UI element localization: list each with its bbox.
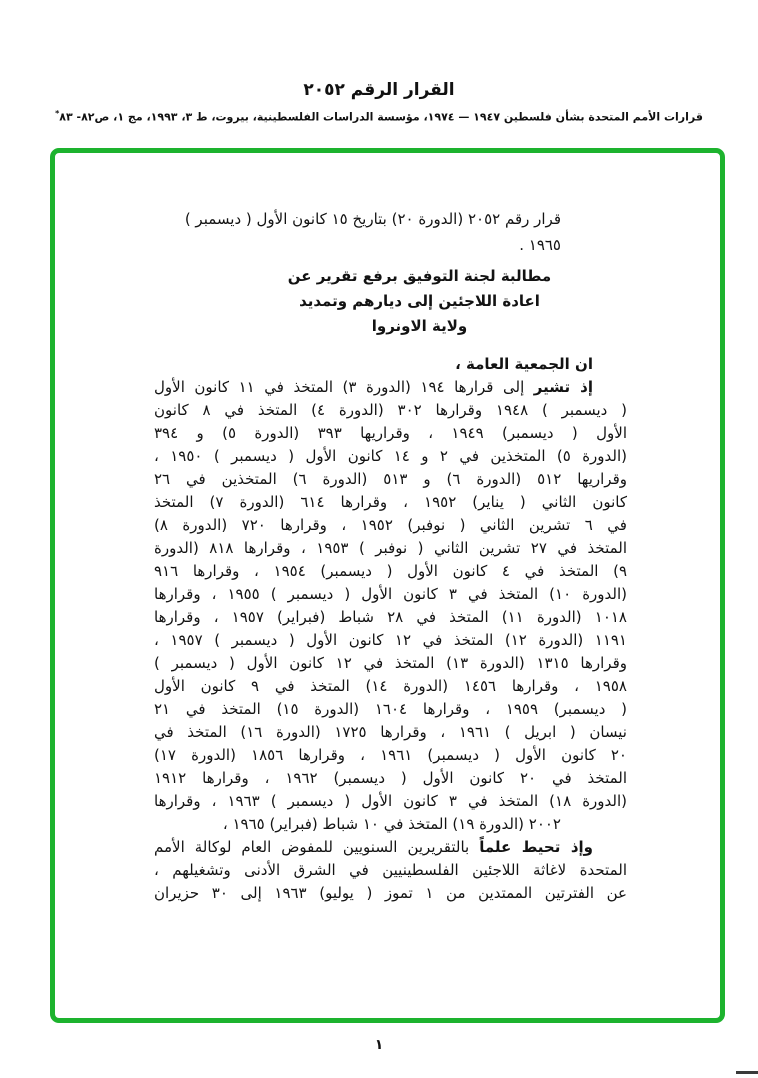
text-line: ( ديسمبر) ١٩٥٩ ، وقرارها ١٦٠٤ (الدورة ١٥) المتخذ في ٢١: [154, 700, 627, 718]
text-line: ( ديسمبر ) ١٩٤٨ وقرارها ٣٠٢ (الدورة ٤) المتخذ في ٨ كانون: [154, 401, 627, 419]
text-line: ٩) المتخذ في ٤ كانون الأول ( ديسمبر) ١٩٥٤ ، وقرارها ٩١٦: [154, 562, 627, 580]
corner-mark: [736, 1071, 758, 1074]
text-line: (الدورة ١٠) المتخذ في ٣ كانون الأول ( ديسمبر ) ١٩٥٥ ، وقرارها: [154, 585, 628, 603]
text-line: إذ تشير إلى قرارها ١٩٤ (الدورة ٣) المتخذ في ١١ كانون الأول: [154, 378, 593, 396]
text-line: وإذ تحيط علماً بالتقريرين السنويين للمفوض العام لوكالة الأمم: [154, 838, 593, 856]
text-line: ١١٩١ (الدورة ١٢) المتخذ في ١٢ كانون الأول ( ديسمبر ) ١٩٥٧ ،: [154, 631, 627, 649]
text-line: ١٠١٨ (الدورة ١١) المتخذ في ٢٨ شباط (فبراير) ١٩٥٧ ، وقرارها: [154, 608, 627, 626]
resolution-body-text: [154, 353, 627, 905]
page-number: ١: [374, 1037, 384, 1053]
text-line: ٢٠ كانون الأول ( ديسمبر) ١٩٦١ ، وقرارها ١٨٥٦ (الدورة ١٧): [154, 746, 627, 764]
text-line: (الدورة ١٨) المتخذ في ٣ كانون الأول ( ديسمبر ) ١٩٦٣ ، وقرارها: [154, 792, 628, 810]
text-line: اعادة اللاجئين إلى ديارهم وتمديد: [299, 292, 540, 310]
text-line: ١٩٥٨ ، وقرارها ١٤٥٦ (الدورة ١٤) المتخذ في ٩ كانون الأول: [154, 677, 627, 695]
text-line: ٢٠٠٢ (الدورة ١٩) المتخذ في ١٠ شباط (فبراير) ١٩٦٥ ،: [222, 815, 561, 833]
text-line: المتخذ في ٢٧ تشرين الثاني ( نوفبر ) ١٩٥٣ ، وقرارها ٨١٨ (الدورة: [154, 539, 628, 557]
text-line: ١٩٦٥ .: [519, 236, 561, 254]
text-line: مطالبة لجنة التوفيق برفع تقرير عن: [287, 267, 552, 285]
text-line: نيسان ( ابريل ) ١٩٦١ ، وقرارها ١٧٢٥ (الدورة ١٦) المتخذ في: [154, 723, 627, 741]
text-line: كانون الثاني ( يناير) ١٩٥٢ ، وقرارها ٦١٤ (الدورة ٧) المتخذ: [154, 493, 627, 511]
text-line: ولاية الاونروا: [371, 317, 468, 335]
text-line: قرار رقم ٢٠٥٢ (الدورة ٢٠) بتاريخ ١٥ كانون الأول ( ديسمبر ): [184, 210, 561, 228]
text-line: (الدورة ٥) المتخذين في ٢ و ١٤ كانون الأول ( ديسمبر ) ١٩٥٠ ،: [154, 447, 628, 465]
text-line: في ٦ تشرين الثاني ( نوفبر) ١٩٥٢ ، وقرارها ٧٢٠ (الدورة ٨): [154, 516, 627, 534]
resolution-subtitle: [183, 264, 656, 339]
text-line: المتخذ في ٢٠ كانون الأول ( ديسمبر) ١٩٦٢ ، وقرارها ١٩١٢: [154, 769, 628, 787]
text-line: الأول ( ديسمبر) ١٩٤٩ ، وقراريها ٣٩٣ (الدورة ٥) و ٣٩٤: [154, 424, 627, 442]
text-line: وقرارها ١٣١٥ (الدورة ١٣) المتخذ في ١٢ كانون الأول ( ديسمبر ): [154, 654, 627, 672]
citation-text: قرارات الأمم المتحدة بشأن فلسطين ١٩٤٧ — ١٩٧٤، مؤسسة الدراسات الفلسطينية، بيروت، ط ٣، ١٩٩٣، مج ١، ص٨٢- ٨٣: [59, 110, 703, 124]
resolution-heading: [154, 206, 627, 258]
resolution-number-title: القرار الرقم ٢٠٥٢: [303, 80, 455, 100]
document-text-column: [154, 206, 627, 905]
text-line: وقراريها ٥١٢ (الدورة ٦) و ٥١٣ (الدورة ٦) المتخذين في ٢٦: [154, 470, 627, 488]
text-line: ان الجمعية العامة ،: [455, 355, 593, 373]
text-line: المتحدة لاغاثة اللاجئين الفلسطينيين في الشرق الأدنى وتشغيلهم ،: [154, 861, 627, 879]
source-citation: [0, 109, 758, 124]
footnote-mark: *: [55, 109, 60, 118]
text-line: عن الفترتين الممتدين من ١ تموز ( يوليو) ١٩٦٣ إلى ٣٠ حزيران: [154, 884, 628, 902]
